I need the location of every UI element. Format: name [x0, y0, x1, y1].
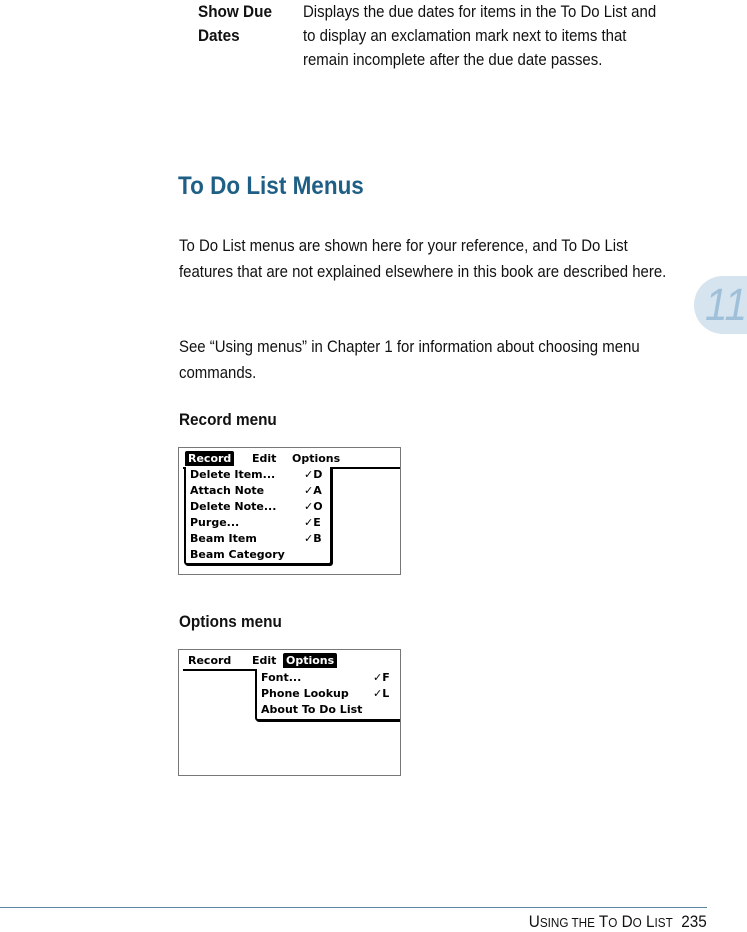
- menu-item-delete-item[interactable]: Delete Item...: [190, 468, 276, 481]
- menu-title-record[interactable]: Record: [185, 451, 234, 466]
- footer-o2: O: [632, 915, 642, 930]
- footer-sing-the: SING THE: [540, 915, 596, 930]
- shortcut-beam-item: ✓B: [304, 532, 322, 545]
- menu-item-beam-category[interactable]: Beam Category: [190, 548, 285, 561]
- options-menu-heading: Options menu: [179, 612, 282, 631]
- page-number: 235: [681, 912, 707, 931]
- record-menu-screenshot: [178, 447, 401, 575]
- paragraph-intro: To Do List menus are shown here for your reference, and To Do List features that are not explained elsewhere in this book are described here.: [179, 236, 667, 281]
- paragraph-see-menus: See “Using menus” in Chapter 1 for information about choosing menu commands.: [179, 337, 640, 382]
- footer-d: D: [621, 912, 633, 931]
- shortcut-font: ✓F: [373, 671, 390, 684]
- shortcut-attach-note: ✓A: [304, 484, 322, 497]
- menu-item-delete-note[interactable]: Delete Note...: [190, 500, 277, 513]
- menu-title-options[interactable]: Options: [292, 452, 341, 465]
- options-dropdown: [255, 669, 401, 721]
- menu-title-edit[interactable]: Edit: [252, 654, 277, 667]
- record-dropdown: [184, 467, 332, 565]
- menu-item-attach-note[interactable]: Attach Note: [190, 484, 265, 497]
- section-title: To Do List Menus: [178, 172, 364, 200]
- definition-term: Show Due Dates: [198, 2, 272, 45]
- footer-rule: [0, 907, 707, 908]
- shortcut-delete-item: ✓D: [304, 468, 323, 481]
- footer-o1: O: [608, 915, 618, 930]
- menu-item-font[interactable]: Font...: [261, 671, 302, 684]
- footer-t: T: [599, 912, 609, 931]
- shortcut-purge: ✓E: [304, 516, 321, 529]
- chapter-number: 11: [705, 279, 747, 330]
- menu-title-edit[interactable]: Edit: [252, 452, 277, 465]
- record-menu-heading: Record menu: [179, 410, 277, 429]
- footer-running-head: [529, 912, 707, 932]
- footer-ist: IST: [654, 915, 673, 930]
- footer-l: L: [646, 912, 655, 931]
- shortcut-delete-note: ✓O: [304, 500, 323, 513]
- shortcut-phone-lookup: ✓L: [373, 687, 390, 700]
- menu-item-purge[interactable]: Purge...: [190, 516, 240, 529]
- footer-u: U: [528, 912, 541, 931]
- options-menu-screenshot: [178, 649, 401, 776]
- menu-title-record[interactable]: Record: [188, 654, 232, 667]
- menu-title-options[interactable]: Options: [283, 653, 337, 668]
- definition-text: Displays the due dates for items in the To Do List and to display an exclamation mark next to items that remain incomplete after the due date passes.: [303, 2, 657, 69]
- menu-item-about-to-do-list[interactable]: About To Do List: [261, 703, 363, 716]
- menu-item-phone-lookup[interactable]: Phone Lookup: [261, 687, 349, 700]
- menu-item-beam-item[interactable]: Beam Item: [190, 532, 257, 545]
